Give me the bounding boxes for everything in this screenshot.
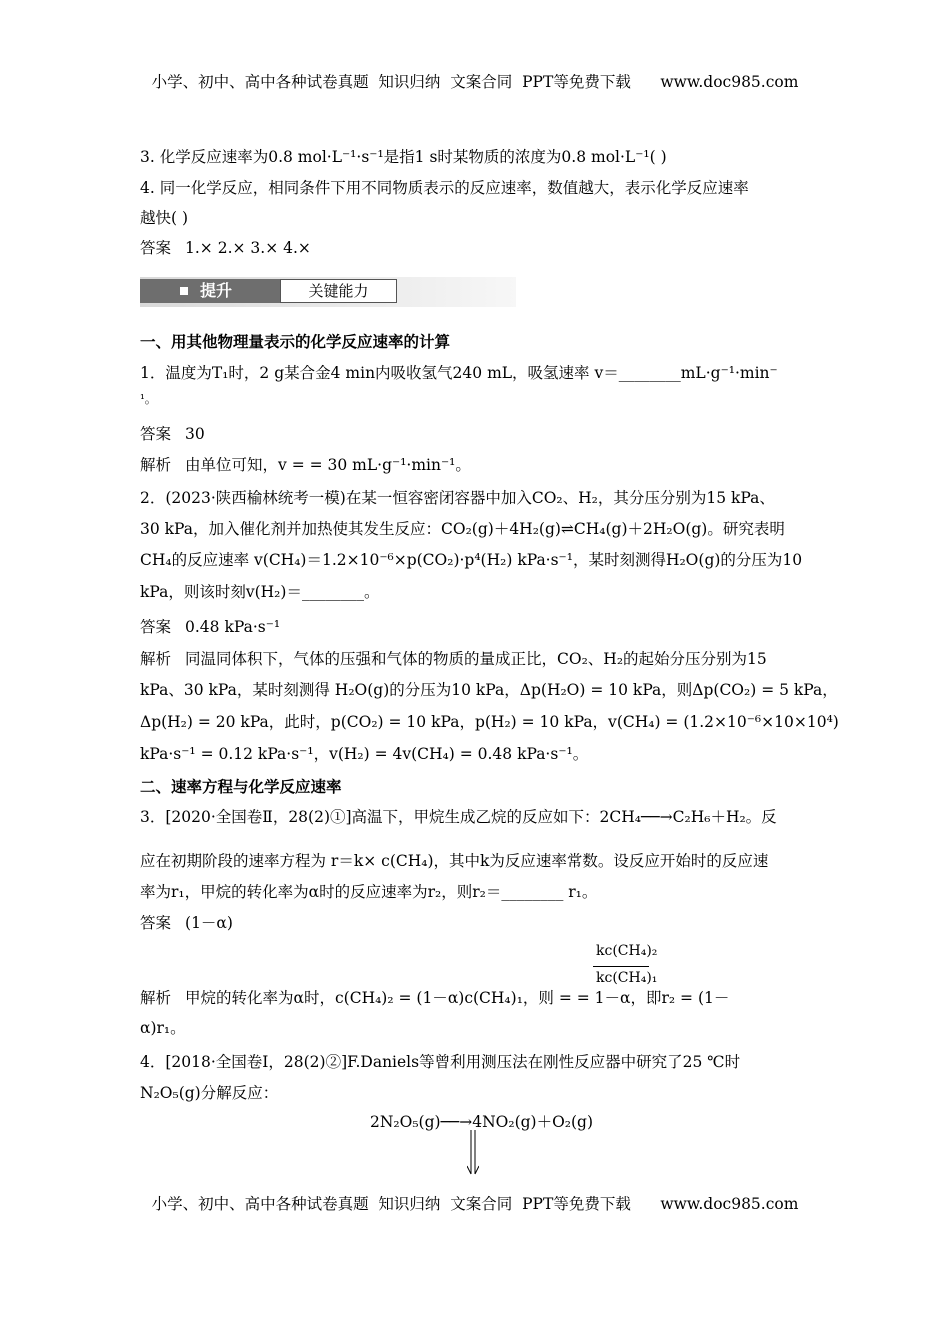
fraction-numerator: kc(CH₄)₂	[596, 943, 658, 959]
section-banner	[140, 277, 516, 307]
answer-label: 答案	[140, 914, 172, 932]
q2-analysis-line1	[140, 647, 767, 669]
banner-tag	[140, 279, 280, 303]
answer-text: 1.× 2.× 3.× 4.×	[185, 239, 311, 257]
answer-label: 答案	[140, 618, 172, 636]
q2-line1: 2．(2023·陕西榆林统考一模)在某一恒容密闭容器中加入CO₂、H₂，其分压分别为15 kPa、	[140, 489, 775, 507]
section2-title: 二、速率方程与化学反应速率	[140, 778, 342, 796]
q3-answer	[140, 911, 233, 933]
q2-answer	[140, 615, 280, 637]
judge-q4-line2: 越快( )	[140, 209, 189, 227]
answer-text: 0.48 kPa·s⁻¹	[185, 618, 281, 636]
q2-analysis-line2: kPa、30 kPa，某时刻测得 H₂O(g)的分压为10 kPa，Δp(H₂O) = 10 kPa，则Δp(CO₂) = 5 kPa，	[140, 681, 838, 699]
q2-analysis-line4: kPa·s⁻¹ = 0.12 kPa·s⁻¹，v(H₂) = 4v(CH₄) = 0.48 kPa·s⁻¹。	[140, 745, 589, 763]
judge-q3: 3. 化学反应速率为0.8 mol·L⁻¹·s⁻¹是指1 s时某物质的浓度为0.8 mol·L⁻¹( )	[140, 148, 667, 166]
analysis-text: 甲烷的转化率为α时，c(CH₄)₂ = (1－α)c(CH₄)₁，则 = = 1－α，即r₂ = (1－	[185, 989, 730, 1007]
section1-title: 一、用其他物理量表示的化学反应速率的计算	[140, 333, 451, 351]
analysis-label: 解析	[140, 456, 172, 474]
q3-analysis-line2: α)r₁。	[140, 1019, 186, 1037]
banner-tag-text: 提升	[200, 281, 233, 300]
answer-label: 答案	[140, 239, 172, 257]
q1-line1: 1．温度为T₁时，2 g某合金4 min内吸收氢气240 mL，吸氢速率 v＝________mL·g⁻¹·min⁻	[140, 364, 778, 382]
q3-analysis-line1	[140, 986, 729, 1008]
q3-line3: 率为r₁，甲烷的转化率为α时的反应速率为r₂，则r₂＝________ r₁。	[140, 883, 598, 901]
reaction-equation: 2N₂O₅(g)──→4NO₂(g)＋O₂(g)	[370, 1113, 594, 1131]
answer-text: (1－α)	[185, 914, 233, 932]
answer-label: 答案	[140, 425, 172, 443]
q4-line1: 4．[2018·全国卷Ⅰ，28(2)②]F.Daniels等曾利用测压法在刚性反应器中研究了25 ℃时	[140, 1053, 741, 1071]
answer-text: 30	[185, 425, 205, 443]
q2-line2: 30 kPa，加入催化剂并加热使其发生反应：CO₂(g)＋4H₂(g)⇌CH₄(g)＋2H₂O(g)。研究表明	[140, 520, 785, 538]
square-icon	[180, 287, 188, 295]
q4-line2: N₂O₅(g)分解反应：	[140, 1084, 279, 1102]
q2-line4: kPa，则该时刻v(H₂)＝________。	[140, 583, 380, 601]
judge-answer	[140, 236, 311, 258]
analysis-label: 解析	[140, 650, 172, 668]
q1-line2: ¹。	[140, 392, 157, 406]
fraction-denominator: kc(CH₄)₁	[596, 970, 658, 986]
analysis-text: 同温同体积下，气体的压强和气体的物质的量成正比，CO₂、H₂的起始分压分别为15	[185, 650, 767, 668]
page-header: 小学、初中、高中各种试卷真题 知识归纳 文案合同 PPT等免费下载 www.doc985.com	[151, 73, 799, 91]
page-footer: 小学、初中、高中各种试卷真题 知识归纳 文案合同 PPT等免费下载 www.doc985.com	[151, 1195, 799, 1213]
q3-line1: 3．[2020·全国卷Ⅱ，28(2)①]高温下，甲烷生成乙烷的反应如下：2CH₄──→C₂H₆＋H₂。反	[140, 808, 777, 826]
judge-q4-line1: 4. 同一化学反应，相同条件下用不同物质表示的反应速率，数值越大，表示化学反应速率	[140, 179, 749, 197]
q1-answer	[140, 422, 205, 444]
down-arrow-icon	[467, 1130, 479, 1176]
q3-line2: 应在初期阶段的速率方程为 r＝k× c(CH₄)，其中k为反应速率常数。设反应开始时的反应速	[140, 852, 769, 870]
fraction-bar	[593, 966, 649, 967]
banner-title: 关键能力	[280, 279, 397, 303]
q2-analysis-line3: Δp(H₂) = 20 kPa，此时，p(CO₂) = 10 kPa，p(H₂) = 10 kPa，v(CH₄) = (1.2×10⁻⁶×10×10⁴)	[140, 713, 839, 731]
analysis-text: 由单位可知，v = = 30 mL·g⁻¹·min⁻¹。	[185, 456, 471, 474]
q2-line3: CH₄的反应速率 v(CH₄)＝1.2×10⁻⁶×p(CO₂)·p⁴(H₂) kPa·s⁻¹，某时刻测得H₂O(g)的分压为10	[140, 551, 803, 569]
q1-analysis	[140, 453, 471, 475]
analysis-label: 解析	[140, 989, 172, 1007]
